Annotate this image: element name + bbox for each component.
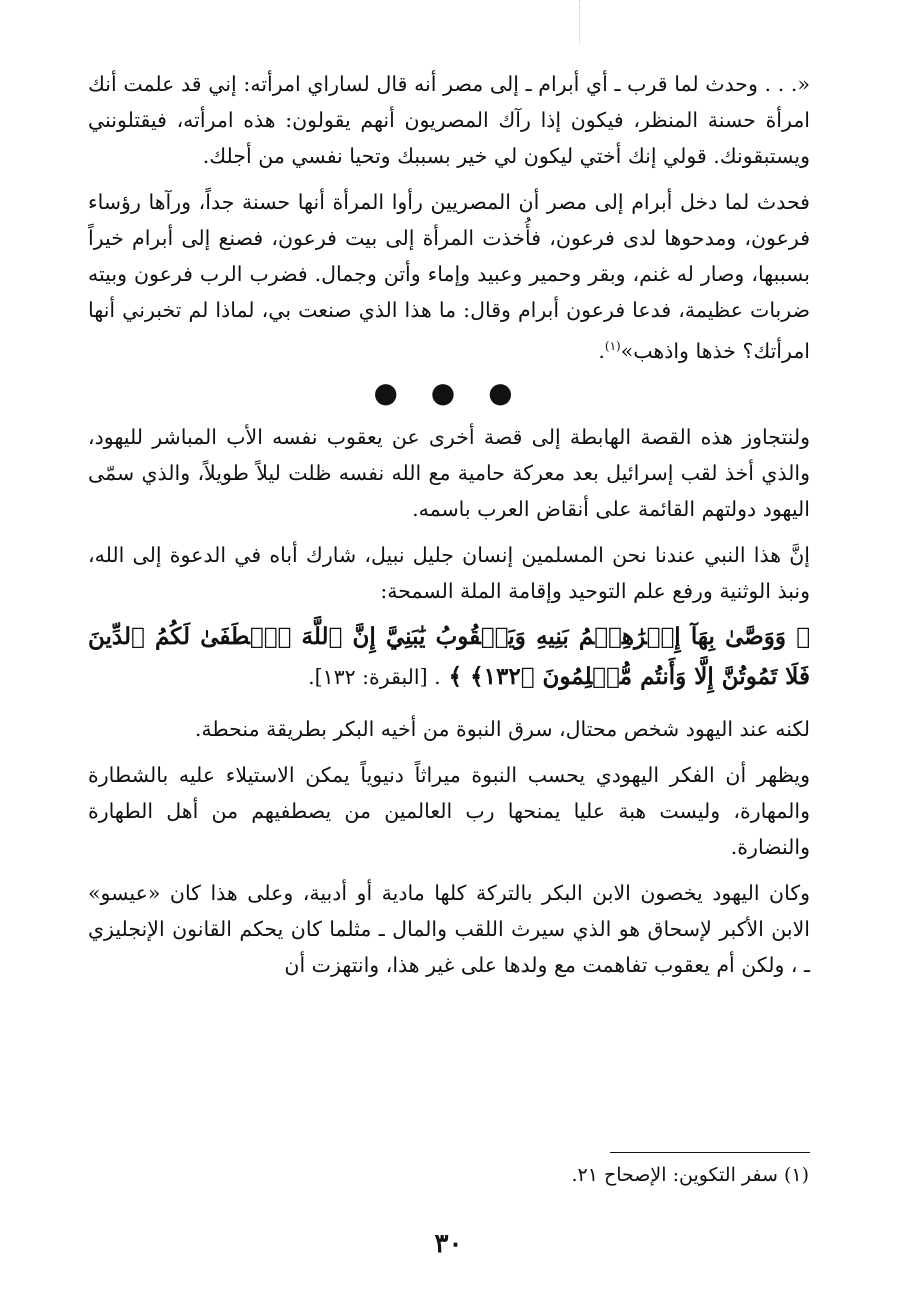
footnote-marker: (١): [604, 339, 621, 353]
scan-mark: [579, 0, 580, 44]
paragraph-4: إنَّ هذا النبي عندنا نحن المسلمين إنسان جليل نبيل، شارك أباه في الدعوة إلى الله، ونبذ الوثنية ورفع علم التوحيد وإقامة الملة السمحة:: [88, 542, 810, 603]
quran-verse-text: ﴿ وَوَصَّىٰ بِهَآ إِبۡرَٰهِـۧمُ بَنِيهِ وَيَعۡقُوبُ يَٰبَنِيَّ إِنَّ ٱللَّهَ ٱصۡطَفَىٰ لَكُمُ ٱلدِّينَ فَلَا تَمُوتُنَّ إِلَّا وَأَنتُم مُّسۡلِمُونَ ﴿١٣٢﴾ ﴾: [88, 622, 810, 690]
paragraph-2-end: .: [598, 338, 605, 363]
paragraph-7: وكان اليهود يخصون الابن البكر بالتركة كلها مادية أو أدبية، وعلى هذا كان «عيسو» الابن الأكبر لإسحاق هو الذي سيرث اللقب والمال ـ مثلما كان يحكم القانون الإنجليزي ـ ، ولكن أم يعقوب تفاهمت مع ولدها على غير هذا، وانتهزت أن: [88, 880, 810, 977]
paragraph-2: [88, 184, 810, 369]
footnote-divider: [610, 1152, 810, 1153]
page-body: [88, 66, 810, 983]
paragraph-5: لكنه عند اليهود شخص محتال، سرق النبوة من أخيه البكر بطريقة منحطة.: [194, 716, 810, 741]
footnote: (١) سفر التكوين: الإصحاح ٢١.: [571, 1164, 809, 1186]
paragraph-6: ويظهر أن الفكر اليهودي يحسب النبوة ميراثاً دنيوياً يمكن الاستيلاء عليه بالشطارة والمهارة، وليست هبة عليا يمنحها رب العالمين من يصطفيهم من أهل الطهارة والنضارة.: [88, 762, 810, 859]
paragraph-1: «. . . وحدث لما قرب ـ أي أبرام ـ إلى مصر أنه قال لساراي امرأته: إني قد علمت أنك امرأة حسنة المنظر، فيكون إذا رآك المصريون أنهم يقولون: هذه امرأته، فيقتلونني ويستبقونك. قولي إنك أختي ليكون لي خير بسببك وتحيا نفسي من أجلك.: [88, 72, 810, 168]
quran-reference: . [البقرة: ١٣٢].: [308, 664, 441, 689]
paragraph-2-text: فحدث لما دخل أبرام إلى مصر أن المصريين رأوا المرأة أنها حسنة جداً، ورآها رؤساء فرعون، ومدحوها لدى فرعون، فأُخذت المرأة إلى بيت فرعون، فصنع إلى أبرام خيراً بسببها، وصار له غنم، وبقر وحمير وعبيد وإماء وأتن وجمال. فضرب الرب فرعون وبيته ضربات عظيمة، فدعا فرعون أبرام وقال: ما هذا الذي صنعت بي، لماذا لم تخبرني أنها امرأتك؟ خذها واذهب»: [88, 190, 810, 363]
paragraph-3: ولنتجاوز هذه القصة الهابطة إلى قصة أخرى عن يعقوب نفسه الأب المباشر لليهود، والذي أخذ لقب إسرائيل بعد معركة حامية مع الله نفسه ظلت ليلاً طويلاً، والذي سمّى اليهود دولتهم القائمة على أنقاض العرب باسمه.: [88, 424, 810, 521]
page-number: ٣٠: [434, 1229, 463, 1259]
quran-verse: [88, 617, 810, 697]
section-separator: ● ● ●: [373, 375, 525, 409]
